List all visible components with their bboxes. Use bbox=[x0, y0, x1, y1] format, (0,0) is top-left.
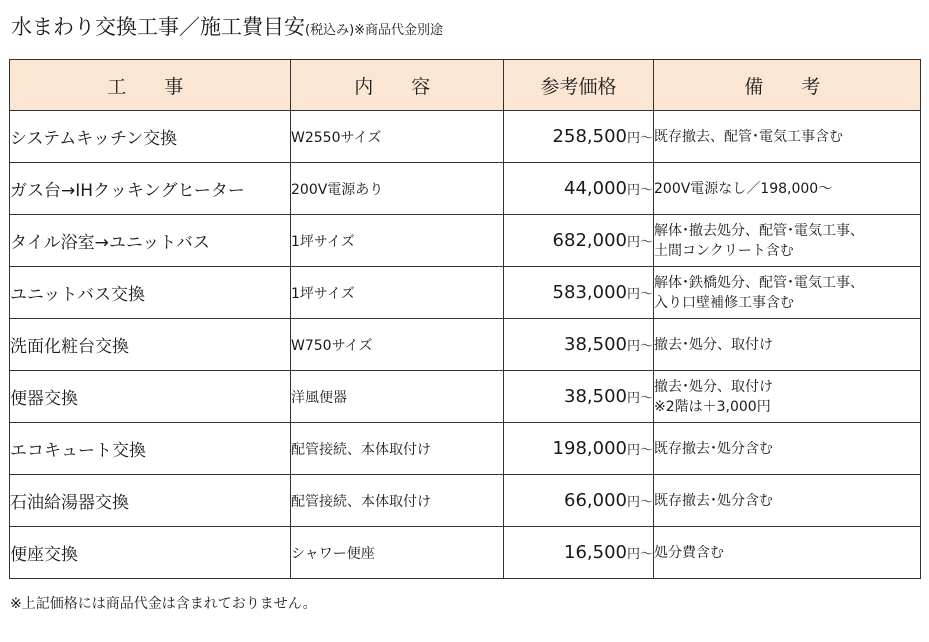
content-cell: 1坪サイズ bbox=[291, 267, 504, 319]
price-value: 38,500 bbox=[564, 334, 627, 355]
note-cell bbox=[654, 423, 921, 475]
note-cell bbox=[654, 475, 921, 527]
price-value: 682,000 bbox=[552, 230, 627, 251]
note-cell bbox=[654, 215, 921, 267]
price-value: 583,000 bbox=[552, 282, 627, 303]
note-line: 既存撤去･処分含む bbox=[654, 440, 773, 457]
note-line: 既存撤去、配管･電気工事含む bbox=[654, 128, 843, 145]
price-cell bbox=[504, 527, 654, 579]
header-row bbox=[10, 60, 921, 111]
work-cell: 洗面化粧台交換 bbox=[10, 319, 291, 371]
price-value: 38,500 bbox=[564, 386, 627, 407]
note-cell bbox=[654, 527, 921, 579]
price-cell bbox=[504, 163, 654, 215]
price-unit: 円～ bbox=[626, 287, 653, 302]
price-unit: 円～ bbox=[626, 235, 653, 250]
table-row bbox=[10, 423, 921, 475]
content-cell: W750サイズ bbox=[291, 319, 504, 371]
note-line: 解体･撤去処分、配管･電気工事、 bbox=[654, 222, 864, 239]
note-line: 解体･鉄橋処分、配管･電気工事、 bbox=[654, 274, 864, 291]
header-note: 備 考 bbox=[654, 60, 921, 111]
work-cell: 便器交換 bbox=[10, 371, 291, 423]
title-main: 水まわり交換工事／施工費目安 bbox=[11, 15, 305, 39]
price-value: 258,500 bbox=[552, 126, 627, 147]
price-cell bbox=[504, 111, 654, 163]
table-row bbox=[10, 475, 921, 527]
work-cell: タイル浴室→ユニットバス bbox=[10, 215, 291, 267]
note-line: 撤去･処分、取付け bbox=[654, 378, 773, 395]
work-cell: 石油給湯器交換 bbox=[10, 475, 291, 527]
table-row bbox=[10, 215, 921, 267]
note-line: 入り口壁補修工事含む bbox=[654, 294, 794, 311]
work-cell: エコキュート交換 bbox=[10, 423, 291, 475]
table-row bbox=[10, 319, 921, 371]
price-unit: 円～ bbox=[626, 339, 653, 354]
price-unit: 円～ bbox=[626, 443, 653, 458]
price-cell bbox=[504, 267, 654, 319]
note-line: 土間コンクリート含む bbox=[654, 242, 794, 259]
price-unit: 円～ bbox=[626, 391, 653, 406]
footnote: ※上記価格には商品代金は含まれておりません。 bbox=[10, 596, 317, 612]
note-line: ※2階は＋3,000円 bbox=[654, 398, 771, 415]
note-cell bbox=[654, 111, 921, 163]
note-cell bbox=[654, 163, 921, 215]
page-title bbox=[11, 12, 443, 46]
price-unit: 円～ bbox=[626, 183, 653, 198]
header-content: 内 容 bbox=[291, 60, 504, 111]
work-cell: 便座交換 bbox=[10, 527, 291, 579]
work-cell: ユニットバス交換 bbox=[10, 267, 291, 319]
table-row bbox=[10, 163, 921, 215]
price-unit: 円～ bbox=[626, 547, 653, 562]
price-cell bbox=[504, 371, 654, 423]
title-sub: (税込み)※商品代金別途 bbox=[305, 23, 444, 38]
note-cell bbox=[654, 267, 921, 319]
price-unit: 円～ bbox=[626, 495, 653, 510]
table-row bbox=[10, 111, 921, 163]
note-line: 撤去･処分、取付け bbox=[654, 336, 773, 353]
header-price: 参考価格 bbox=[504, 60, 654, 111]
table-row bbox=[10, 527, 921, 579]
price-table bbox=[9, 59, 921, 579]
note-line: 200V電源なし／198,000～ bbox=[654, 180, 833, 197]
content-cell: W2550サイズ bbox=[291, 111, 504, 163]
work-cell: システムキッチン交換 bbox=[10, 111, 291, 163]
content-cell: 200V電源あり bbox=[291, 163, 504, 215]
price-cell bbox=[504, 475, 654, 527]
content-cell: 配管接続、本体取付け bbox=[291, 423, 504, 475]
price-cell bbox=[504, 423, 654, 475]
note-cell bbox=[654, 371, 921, 423]
price-value: 66,000 bbox=[564, 490, 627, 511]
header-work: 工 事 bbox=[10, 60, 291, 111]
note-line: 処分費含む bbox=[654, 544, 724, 561]
price-value: 16,500 bbox=[564, 542, 627, 563]
content-cell: シャワー便座 bbox=[291, 527, 504, 579]
price-cell bbox=[504, 319, 654, 371]
table-row bbox=[10, 371, 921, 423]
price-unit: 円～ bbox=[626, 131, 653, 146]
table-row bbox=[10, 267, 921, 319]
price-cell bbox=[504, 215, 654, 267]
content-cell: 配管接続、本体取付け bbox=[291, 475, 504, 527]
price-value: 44,000 bbox=[564, 178, 627, 199]
content-cell: 1坪サイズ bbox=[291, 215, 504, 267]
work-cell: ガス台→IHクッキングヒーター bbox=[10, 163, 291, 215]
note-line: 既存撤去･処分含む bbox=[654, 492, 773, 509]
price-value: 198,000 bbox=[552, 438, 627, 459]
content-cell: 洋風便器 bbox=[291, 371, 504, 423]
note-cell bbox=[654, 319, 921, 371]
